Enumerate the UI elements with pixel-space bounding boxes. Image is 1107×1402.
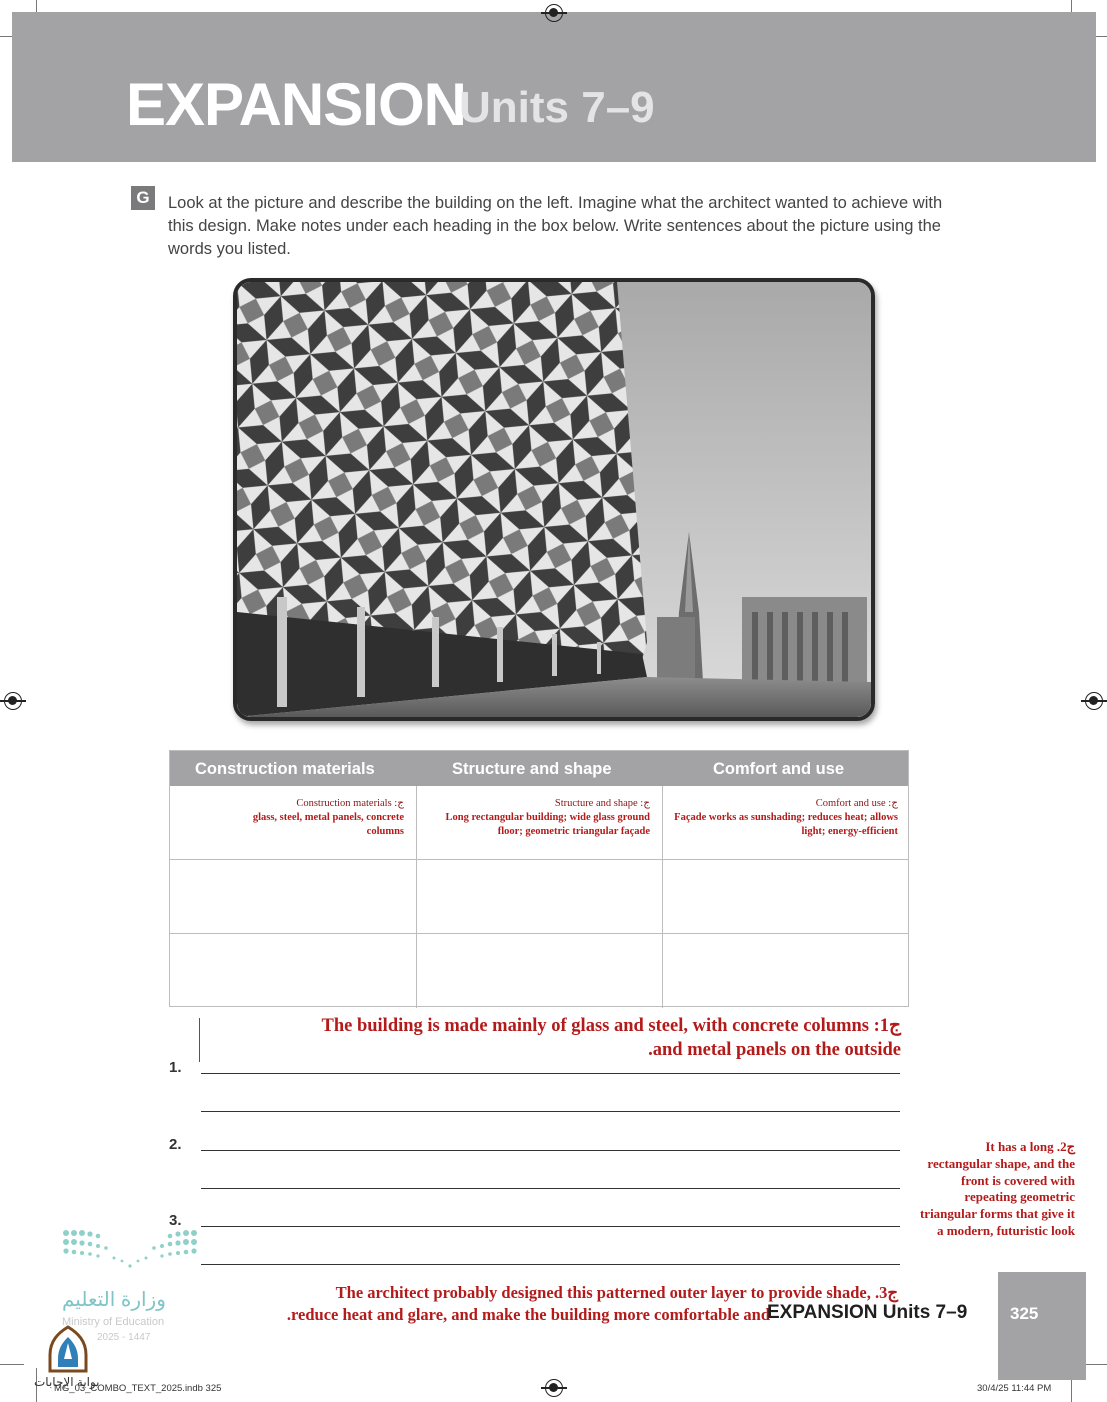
notes-cell-structure[interactable] <box>428 797 650 839</box>
answer-line[interactable] <box>201 1150 900 1151</box>
answer-2-text[interactable]: It has a long .2ج rectangular shape, and the front is covered with repeating geometric triangular forms that give it a modern, futuristic look <box>919 1139 1075 1238</box>
answer-label: Comfort and use :ج <box>815 798 898 809</box>
answer-3-line-1: The architect probably designed this patterned outer layer to provide shade, .3ج <box>335 1283 898 1302</box>
task-letter-badge: G <box>131 186 155 210</box>
building-photo-illustration <box>237 282 871 717</box>
building-photo <box>233 278 875 721</box>
footer-section-label: EXPANSION Units 7–9 <box>767 1302 968 1323</box>
answer-marker <box>199 1018 200 1062</box>
notes-cell-construction[interactable] <box>220 797 404 839</box>
ministry-name-arabic: وزارة التعليم <box>62 1289 166 1311</box>
answer-3-line-2: .reduce heat and glare, and make the building more comfortable and <box>286 1305 770 1324</box>
table-divider <box>662 786 663 1008</box>
column-header-construction: Construction materials <box>195 760 375 778</box>
table-divider <box>416 786 417 1008</box>
table-divider <box>170 933 908 934</box>
answer-number-2: 2. <box>169 1136 182 1153</box>
crop-mark <box>1083 1364 1107 1365</box>
answer-text: Long rectangular building; wide glass ground floor; geometric triangular façade <box>445 812 650 837</box>
print-slug-file: MG_03_COMBO_TEXT_2025.indb 325 <box>54 1383 222 1394</box>
column-header-comfort: Comfort and use <box>713 760 845 778</box>
ministry-logo-icon <box>62 1228 198 1276</box>
answer-line[interactable] <box>201 1073 900 1074</box>
registration-mark-icon <box>1085 692 1103 710</box>
task-instructions: Look at the picture and describe the building on the left. Imagine what the architect wanted to achieve with this design. Make notes under each heading in the box below. Write sentences about the picture using the words you listed. <box>168 194 943 258</box>
answer-line[interactable] <box>201 1264 900 1265</box>
answers-portal-name: بوابة الإجابات <box>34 1375 100 1389</box>
table-divider <box>170 859 908 860</box>
registration-mark-icon <box>545 1379 563 1397</box>
answer-label: Construction materials :ج <box>296 798 404 809</box>
ministry-name-english: Ministry of Education <box>62 1316 165 1328</box>
column-header-structure: Structure and shape <box>452 760 612 778</box>
answer-text: glass, steel, metal panels, concrete columns <box>252 812 404 837</box>
answer-1-line-2: .and metal panels on the outside <box>648 1040 901 1060</box>
answer-label: Structure and shape :ج <box>554 798 650 809</box>
answer-number-3: 3. <box>169 1212 182 1229</box>
registration-mark-icon <box>4 692 22 710</box>
crop-mark <box>0 1364 24 1365</box>
registration-mark-icon <box>545 4 563 22</box>
page-title: EXPANSION <box>126 71 466 138</box>
answer-line[interactable] <box>201 1226 900 1227</box>
answer-line[interactable] <box>201 1188 900 1189</box>
answers-portal-logo-icon <box>46 1325 90 1373</box>
print-slug-date: 30/4/25 11:44 PM <box>977 1383 1052 1394</box>
page-number: 325 <box>1010 1304 1039 1323</box>
answer-1-line-1: The building is made mainly of glass and steel, with concrete columns :1ج <box>321 1016 901 1036</box>
answer-text: Façade works as sunshading; reduces heat; allows light; energy-efficient <box>674 812 898 837</box>
notes-cell-comfort[interactable] <box>674 797 898 839</box>
ministry-year: 2025 - 1447 <box>97 1332 151 1343</box>
answer-1-text[interactable] <box>201 1014 901 1062</box>
page-number-tab <box>998 1272 1086 1380</box>
answer-number-1: 1. <box>169 1059 182 1076</box>
notes-table <box>169 750 909 1007</box>
page-subtitle: Units 7–9 <box>459 83 655 132</box>
notes-table-header <box>170 751 908 786</box>
answer-line[interactable] <box>201 1111 900 1112</box>
